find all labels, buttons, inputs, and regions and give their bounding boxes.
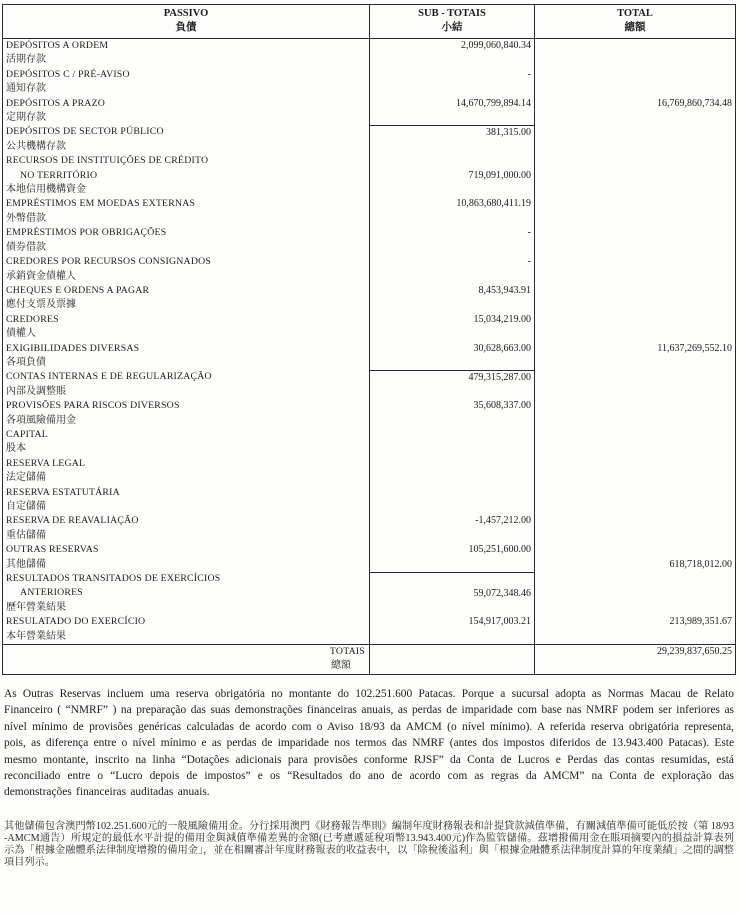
row-label-zh: 各項風險備用金: [6, 414, 76, 426]
liabilities-table: [2, 4, 736, 675]
grand-total-value: 29,239,837,650.25: [657, 646, 732, 658]
subtotal-value: 479,315,287.00: [468, 371, 531, 383]
table-header: [3, 5, 736, 39]
row-label-pt: RECURSOS DE INSTITUIÇÕES DE CRÉDITO: [6, 155, 209, 167]
table-row: [3, 615, 736, 644]
table-row: [3, 370, 736, 399]
subtotal-value: 15,034,219.00: [473, 313, 531, 325]
subtotal-value: 8,453,943.91: [478, 284, 531, 296]
row-label-pt: CREDORES POR RECURSOS CONSIGNADOS: [6, 256, 212, 268]
row-label-pt: DEPÓSITOS A PRAZO: [6, 97, 106, 109]
row-label-zh: 歷年營業結果: [6, 601, 66, 613]
row-label-zh: 重估儲備: [6, 529, 46, 541]
table-row: [3, 284, 736, 313]
row-label-pt: CREDORES: [6, 313, 59, 325]
row-label-pt: RESERVA ESTATUTÁRIA: [6, 486, 120, 498]
row-label-pt: EMPRÉSTIMOS POR OBRIGAÇÕES: [6, 227, 167, 239]
subtotal-value: 105,251,600.00: [468, 544, 531, 556]
subtotal-value: -: [527, 68, 531, 80]
totals-label-zh: 總額: [331, 660, 351, 672]
total-value: 11,637,269,552.10: [657, 342, 732, 354]
row-label-zh: 公共機構存款: [6, 140, 66, 152]
row-label-pt: CAPITAL: [6, 428, 48, 440]
table-row: [3, 226, 736, 255]
row-label-zh: 法定儲備: [6, 472, 46, 484]
row-label-zh: 自定儲備: [6, 501, 46, 512]
row-label-pt: EXIGIBILIDADES DIVERSAS: [6, 342, 140, 354]
header-passivo-zh: 負債: [175, 22, 197, 33]
subtotal-value: 14,670,799,894.14: [456, 97, 531, 109]
table-row: [3, 125, 736, 154]
row-label-zh: 其他儲備: [6, 558, 46, 570]
header-subtotals: [370, 5, 535, 39]
table-row: [3, 486, 736, 515]
subtotal-value: 154,917,003.21: [468, 616, 531, 628]
header-subtotals-pt: SUB - TOTAIS: [418, 8, 486, 19]
row-label-zh: 承銷資金債權人: [6, 270, 76, 282]
subtotal-value: -1,457,212.00: [475, 515, 531, 527]
total-value: 16,769,860,734.48: [657, 97, 732, 109]
row-label-zh: 債權人: [6, 328, 36, 340]
row-label-zh: 債券借款: [6, 241, 46, 253]
row-label-zh: 外幣借款: [6, 212, 46, 224]
table-row: [3, 514, 736, 543]
header-passivo: [3, 5, 370, 39]
table-row: [3, 428, 736, 457]
row-label-pt: DEPÓSITOS C / PRÉ-AVISO: [6, 68, 130, 80]
row-label-pt-line2: ANTERIORES: [20, 587, 83, 599]
subtotal-value: 59,072,348.46: [473, 587, 531, 599]
subtotal-value: -: [527, 227, 531, 239]
row-label-pt: OUTRAS RESERVAS: [6, 544, 99, 556]
header-passivo-pt: PASSIVO: [163, 8, 209, 19]
subtotal-value: 30,628,663.00: [473, 342, 531, 354]
totals-label-pt: TOTAIS: [329, 646, 365, 658]
row-label-pt-line2: NO TERRITÓRIO: [20, 169, 98, 181]
row-label-pt: RESERVA LEGAL: [6, 457, 86, 469]
header-total-pt: TOTAL: [617, 8, 653, 19]
table-row: [3, 255, 736, 284]
row-label-pt: CONTAS INTERNAS E DE REGULARIZAÇÃO: [6, 371, 212, 383]
row-label-zh: 活期存款: [6, 54, 46, 66]
table-row: [3, 154, 736, 197]
row-label-zh: 股本: [6, 443, 26, 455]
row-label-pt: RESERVA DE REAVALIAÇÃO: [6, 515, 139, 527]
totals-row: [3, 645, 736, 675]
portuguese-note: As Outras Reservas incluem uma reserva obrigatória no montante do 102.251.600 Patacas. Porque a sucursal adopta as Normas Macau de Relato Financeiro ( “NMRF” ) na preparação das suas demonstrações financeiras anuais, as perdas de imparidade com base nas NMRF podem ser inferiores as nível mínimo de provisões genéricas calculadas de acordo com o Aviso 18/93 da AMCM (o nível mínimo). A referida reserva obrigatória representa, pois, as diferença entre o nível mínimo e as perdas de imparidade nos termos das NMRF (antes dos impostos diferidos de 13.943.400 Patacas). Este mesmo montante, inscrito na linha “Dotações adicionais para provisões conforme RJSF” da Conta de Lucros e Perdas das contas resumidas, está reconciliado entre o “Lucro depois de impostos” e os “Resultados do ano de acordo com as regras da AMCM” na Conta de exploração das demonstrações financeiras auditadas anuais.: [4, 687, 734, 799]
row-label-zh: 應付支票及票據: [6, 299, 76, 311]
row-label-pt: RESULATADO DO EXERCÍCIO: [6, 616, 146, 628]
header-total: [535, 5, 736, 39]
row-label-zh: 通知存款: [6, 83, 46, 95]
row-label-zh: 各項負債: [6, 356, 46, 368]
total-value: 618,718,012.00: [669, 558, 732, 570]
table-row: [3, 313, 736, 342]
subtotal-value: -: [527, 256, 531, 268]
row-label-pt: CHEQUES E ORDENS A PAGAR: [6, 284, 150, 296]
subtotal-value: 719,091,000.00: [468, 169, 531, 181]
table-row: [3, 572, 736, 615]
row-label-pt: PROVISÕES PARA RISCOS DIVERSOS: [6, 400, 180, 412]
table-row: [3, 68, 736, 97]
subtotal-value: 2,099,060,840.34: [461, 40, 531, 51]
table-row: [3, 97, 736, 126]
table-row: [3, 39, 736, 68]
total-value: 213,989,351.67: [669, 616, 732, 628]
row-label-pt: DEPÓSITOS DE SECTOR PÚBLICO: [6, 126, 164, 138]
table-row: [3, 342, 736, 371]
table-row: [3, 399, 736, 428]
subtotal-value: 381,315.00: [486, 126, 531, 138]
subtotal-value: 35,608,337.00: [473, 400, 531, 412]
row-label-zh: 本年營業結果: [6, 630, 66, 642]
row-label-zh: 本地信用機構資金: [6, 184, 86, 196]
header-subtotals-zh: 小結: [441, 22, 463, 33]
row-label-zh: 內部及調整賬: [6, 385, 66, 397]
subtotal-value: 10,863,680,411.19: [456, 198, 531, 210]
row-label-zh: 定期存款: [6, 112, 46, 124]
table-row: [3, 543, 736, 572]
row-label-pt: RESULTADOS TRANSITADOS DE EXERCÍCIOS: [6, 573, 221, 585]
table-row: [3, 457, 736, 486]
chinese-note: 其他儲備包含澳門幣102.251.600元的一般風險備用金。分行採用澳門《財務報告準則》編制年度財務報表和計提貸款減值準備，有關減值準備可能低於按（第 18/93 -AMCM通告）所規定的最低水平計提的備用金與減值準備差異的金額(已考慮遞延稅項幣13.943.400元)作為監管儲備。茲增撥備用金在賬項摘要內的損益計算表列示為「根據金融體系法律制度增撥的備用金」，並在相關審計年度財務報表的收益表中，以「除稅後溢利」與「根據金融體系法律制度計算的年度業績」之間的調整項目列示。: [4, 820, 734, 869]
row-label-pt: DEPÓSITOS A ORDEM: [6, 40, 109, 51]
table-row: [3, 197, 736, 226]
header-total-zh: 總額: [624, 22, 646, 33]
row-label-pt: EMPRÉSTIMOS EM MOEDAS EXTERNAS: [6, 198, 196, 210]
